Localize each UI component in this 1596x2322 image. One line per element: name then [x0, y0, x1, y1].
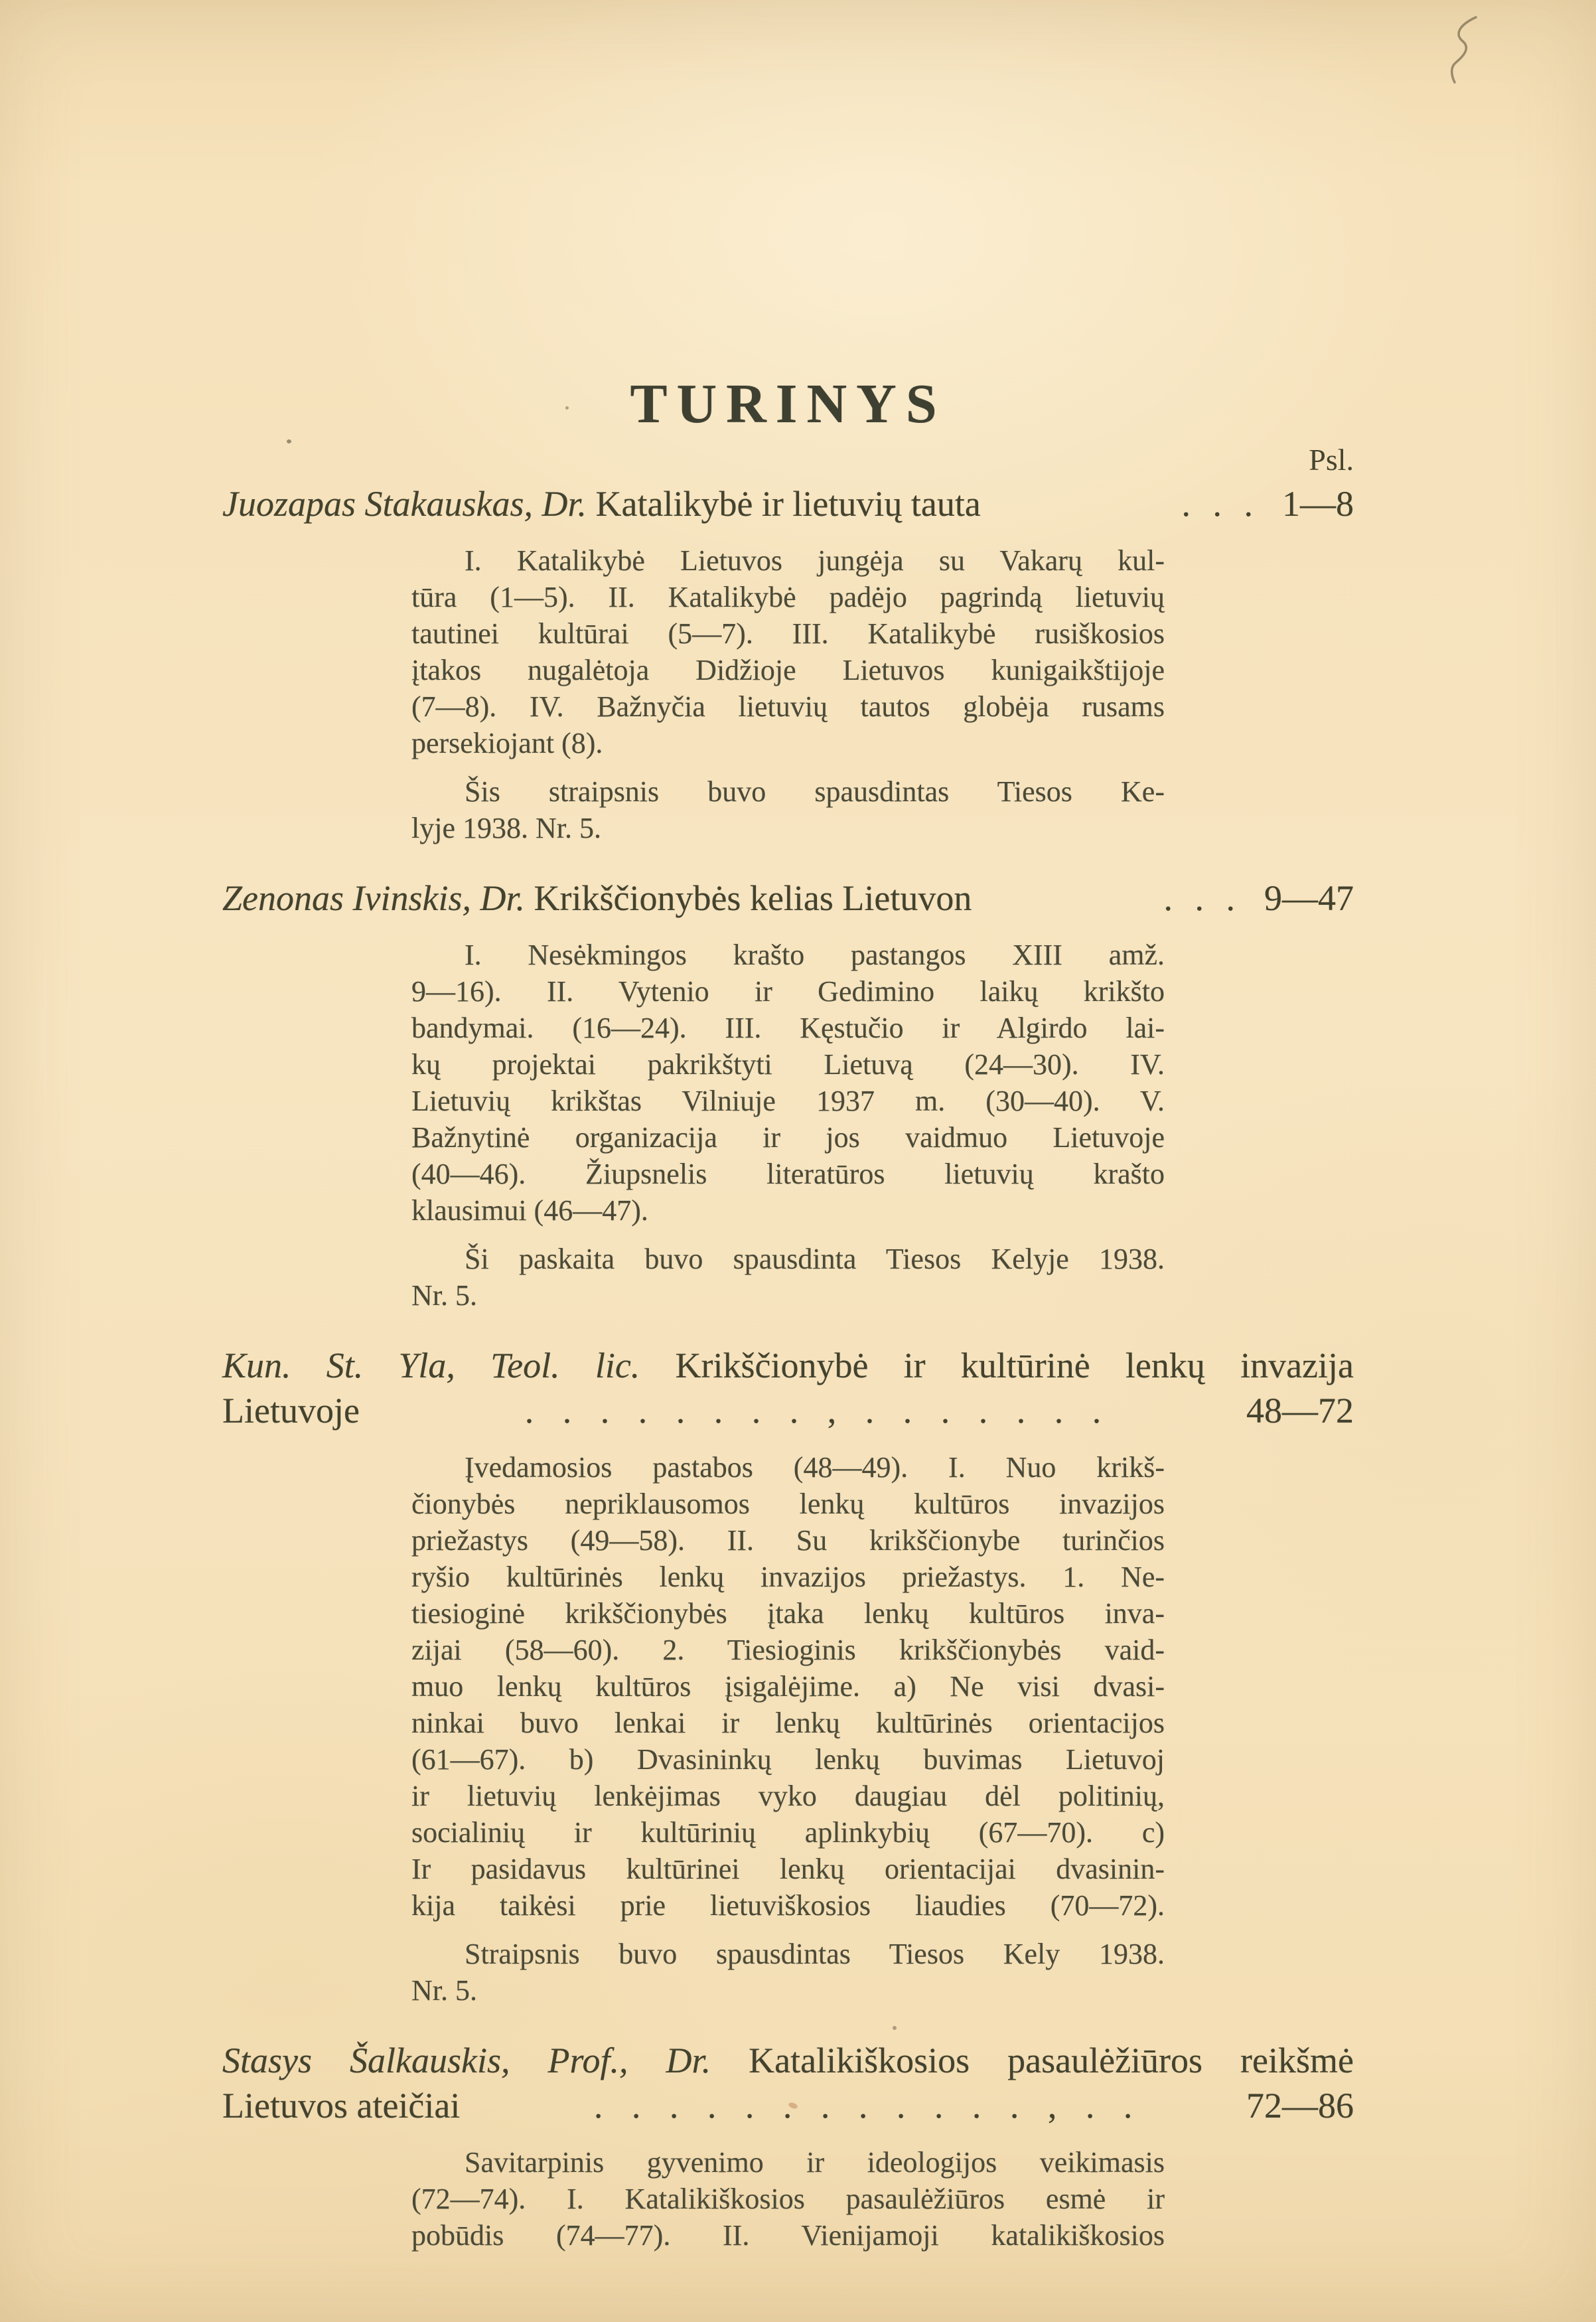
- toc-entry-leader-row: [222, 2083, 1354, 2128]
- summary-line: kų projektai pakrikštyti Lietuvą (24—30). IV.: [411, 1048, 1165, 1081]
- summary-line: klausimui (46—47).: [411, 1194, 648, 1227]
- entry-summary: [411, 937, 1165, 1229]
- summary-line: zijai (58—60). 2. Tiesioginis krikščionybės vaid-: [411, 1634, 1165, 1666]
- entry-title: Katalikybė ir lietuvių tauta: [595, 484, 981, 524]
- toc-entry: [222, 481, 1354, 846]
- entry-author: Stasys Šalkauskis, Prof., Dr.: [222, 2041, 749, 2080]
- note-line: Nr. 5.: [411, 1974, 477, 2007]
- toc-entries: [222, 481, 1354, 2254]
- summary-line: Savitarpinis gyvenimo ir ideologijos veikimasis: [465, 2146, 1165, 2179]
- pages-column-label: Psl.: [1309, 443, 1354, 477]
- dot-leader: . . .: [1181, 484, 1253, 524]
- dot-leader: . . .: [1163, 878, 1235, 918]
- note-line: Ši paskaita buvo spausdinta Tiesos Kelyje 1938.: [465, 1243, 1165, 1275]
- entry-note: [411, 1936, 1165, 2009]
- summary-line: tiesioginė krikščionybės įtaka lenkų kultūros inva-: [411, 1597, 1165, 1630]
- entry-page-range: 1—8: [1282, 484, 1354, 524]
- summary-line: I. Katalikybė Lietuvos jungėja su Vakarų kul-: [465, 544, 1165, 577]
- pen-mark-squiggle: [1445, 12, 1485, 98]
- summary-line: pobūdis (74—77). II. Vienijamoji katalikiškosios: [411, 2219, 1165, 2252]
- dot-leader: . . . . . . . . . . . . , . .: [593, 2086, 1133, 2126]
- toc-entry-heading: [222, 1343, 1354, 1388]
- toc-entry: [222, 1343, 1354, 2009]
- note-line: Straipsnis buvo spausdintas Tiesos Kely 1938.: [465, 1938, 1165, 1970]
- entry-summary: [411, 1449, 1165, 1924]
- summary-line: tautinei kultūrai (5—7). III. Katalikybė rusiškosios: [411, 617, 1165, 650]
- entry-title-continued: Lietuvoje: [222, 1391, 360, 1431]
- entry-page-range: 9—47: [1264, 878, 1354, 918]
- summary-line: (61—67). b) Dvasininkų lenkų buvimas Lietuvoj: [411, 1743, 1165, 1776]
- entry-summary: [411, 542, 1165, 761]
- summary-line: persekiojant (8).: [411, 727, 603, 759]
- entry-author: Zenonas Ivinskis, Dr.: [222, 878, 534, 918]
- entry-title: Krikščionybės kelias Lietuvon: [534, 878, 972, 918]
- toc-entry: [222, 2038, 1354, 2254]
- summary-line: Įvedamosios pastabos (48—49). I. Nuo krikš-: [465, 1451, 1165, 1484]
- summary-line: (7—8). IV. Bažnyčia lietuvių tautos globėja rusams: [411, 690, 1165, 723]
- summary-line: Lietuvių krikštas Vilniuje 1937 m. (30—40). V.: [411, 1085, 1165, 1117]
- summary-line: kija taikėsi prie lietuviškosios liaudies (70—72).: [411, 1889, 1165, 1922]
- summary-line: Ir pasidavus kultūrinei lenkų orientacijai dvasinin-: [411, 1853, 1165, 1885]
- note-line: Šis straipsnis buvo spausdintas Tiesos Ke-: [465, 775, 1165, 808]
- summary-line: bandymai. (16—24). III. Kęstučio ir Algirdo lai-: [411, 1012, 1165, 1044]
- dot-leader: . . . . . . . . , . . . . . . .: [524, 1391, 1102, 1431]
- entry-title-continued: Lietuvos ateičiai: [222, 2086, 461, 2126]
- summary-line: (40—46). Žiupsnelis literatūros lietuvių krašto: [411, 1158, 1165, 1190]
- toc-entry-heading: [222, 876, 1354, 921]
- note-line: Nr. 5.: [411, 1279, 477, 1312]
- entry-heading-text: [222, 481, 981, 526]
- toc-content: [222, 372, 1354, 2254]
- entry-author: Juozapas Stakauskas, Dr.: [222, 484, 596, 524]
- entry-note: [411, 1241, 1165, 1314]
- summary-line: socialinių ir kultūrinių aplinkybių (67—70). c): [411, 1816, 1165, 1849]
- entry-title: Katalikiškosios pasaulėžiūros reikšmė: [749, 2041, 1354, 2080]
- summary-line: Bažnytinė organizacija ir jos vaidmuo Lietuvoje: [411, 1121, 1165, 1154]
- entry-page-range: 48—72: [1246, 1391, 1354, 1431]
- note-line: lyje 1938. Nr. 5.: [411, 812, 601, 844]
- toc-entry: [222, 876, 1354, 1314]
- toc-entry-leader-row: [222, 1388, 1354, 1433]
- summary-line: įtakos nugalėtoja Didžioje Lietuvos kunigaikštijoje: [411, 654, 1165, 686]
- summary-line: muo lenkų kultūros įsigalėjime. a) Ne visi dvasi-: [411, 1670, 1165, 1703]
- entry-title: Krikščionybė ir kultūrinė lenkų invazija: [675, 1346, 1354, 1385]
- summary-line: priežastys (49—58). II. Su krikščionybe turinčios: [411, 1524, 1165, 1557]
- toc-entry-heading: [222, 2038, 1354, 2083]
- summary-line: tūra (1—5). II. Katalikybė padėjo pagrindą lietuvių: [411, 581, 1165, 613]
- entry-note: [411, 773, 1165, 846]
- summary-line: I. Nesėkmingos krašto pastangos XIII amž.: [465, 939, 1165, 971]
- entry-author: Kun. St. Yla, Teol. lic.: [222, 1346, 676, 1385]
- summary-line: ninkai buvo lenkai ir lenkų kultūrinės orientacijos: [411, 1707, 1165, 1739]
- summary-line: (72—74). I. Katalikiškosios pasaulėžiūros esmė ir: [411, 2183, 1165, 2215]
- page-title: TURINYS: [630, 373, 946, 435]
- summary-line: 9—16). II. Vytenio ir Gedimino laikų krikšto: [411, 975, 1165, 1008]
- entry-summary: [411, 2144, 1165, 2254]
- summary-line: ir lietuvių lenkėjimas vyko daugiau dėl politinių,: [411, 1780, 1165, 1812]
- summary-line: ryšio kultūrinės lenkų invazijos priežastys. 1. Ne-: [411, 1561, 1165, 1593]
- entry-page-range: 72—86: [1246, 2086, 1354, 2126]
- entry-heading-text: [222, 876, 972, 921]
- toc-entry-heading: [222, 481, 1354, 526]
- summary-line: čionybės nepriklausomos lenkų kultūros invazijos: [411, 1488, 1165, 1520]
